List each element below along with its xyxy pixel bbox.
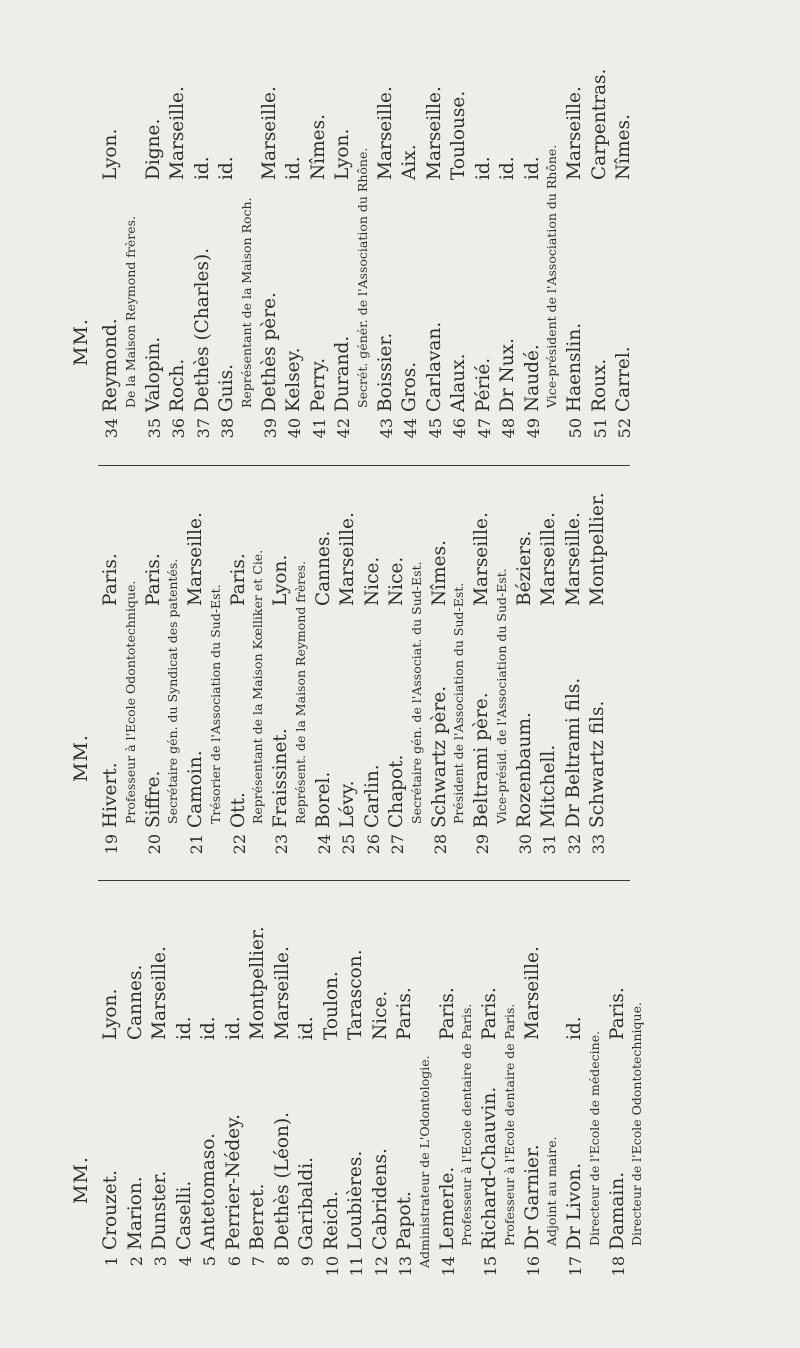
member-city: Paris. bbox=[479, 987, 500, 1040]
member-city: id. bbox=[191, 156, 213, 180]
member-name: Dr Livon. bbox=[564, 1162, 585, 1250]
member-title-note: Professeur à l'Ecole dentaire de Paris. bbox=[459, 1003, 474, 1246]
member-title-note: Professeur à l'Ecole dentaire de Paris. bbox=[501, 1003, 517, 1246]
member-city: Cannes. bbox=[124, 964, 146, 1040]
member-title-note: Trésorier de l'Association du Sud-Est. bbox=[207, 584, 223, 824]
column-1 bbox=[70, 895, 644, 1290]
member-name: Lemerle. bbox=[436, 1166, 458, 1250]
member-title-note: Représent. de la Maison Reymond frères. bbox=[292, 560, 308, 824]
list-entry bbox=[125, 895, 150, 1290]
list-entry bbox=[308, 52, 333, 452]
list-entry bbox=[497, 52, 522, 452]
entry-number: 4 bbox=[175, 1256, 195, 1267]
member-name: Naudé. bbox=[521, 344, 543, 412]
entry-number: 8 bbox=[273, 1256, 293, 1267]
member-title-note: Secrétaire gén. de l'Associat. du Sud-Est. bbox=[408, 561, 424, 824]
entry-number: 1 bbox=[102, 1256, 121, 1267]
member-city: id. bbox=[173, 1016, 195, 1040]
entry-number: 6 bbox=[224, 1256, 244, 1267]
entry-number: 24 bbox=[314, 834, 334, 855]
entry-number: 47 bbox=[474, 418, 494, 439]
entry-number: 44 bbox=[401, 418, 420, 439]
member-city: Paris. bbox=[100, 553, 121, 606]
member-city: Nice. bbox=[386, 556, 407, 606]
member-city: Carpentras. bbox=[588, 68, 610, 180]
member-city: Marseille. bbox=[538, 512, 559, 606]
member-city: Marseille. bbox=[149, 946, 170, 1040]
list-entry bbox=[479, 895, 522, 1290]
entry-number: 5 bbox=[200, 1256, 219, 1267]
list-entry bbox=[587, 478, 612, 868]
list-entry bbox=[149, 895, 174, 1290]
list-entry bbox=[429, 478, 472, 868]
entry-number: 33 bbox=[589, 834, 608, 855]
list-entry bbox=[143, 52, 168, 452]
entry-number: 32 bbox=[564, 834, 584, 855]
list-entry bbox=[167, 52, 192, 452]
member-name: Schwartz fils. bbox=[587, 700, 608, 828]
entry-number: 26 bbox=[363, 834, 383, 855]
entry-number: 41 bbox=[309, 418, 329, 439]
member-city: Nîmes. bbox=[428, 540, 450, 606]
entry-number: 29 bbox=[473, 834, 492, 855]
entry-number: 2 bbox=[126, 1256, 146, 1267]
list-entry bbox=[100, 478, 143, 868]
member-name: Boissier. bbox=[374, 332, 396, 412]
member-title-note: Vice-président de l'Association du Rhône. bbox=[544, 144, 559, 408]
member-name: Périé. bbox=[472, 357, 494, 412]
list-entry bbox=[448, 52, 473, 452]
member-title-note: Administrateur de L'Odontologie. bbox=[416, 1055, 432, 1268]
member-title-note: Vice-présid. de l'Association du Sud-Est. bbox=[493, 568, 509, 824]
column-3 bbox=[70, 52, 634, 452]
entry-number: 15 bbox=[481, 1256, 500, 1277]
member-city: Cannes. bbox=[312, 530, 334, 606]
member-name: Reymond. bbox=[100, 318, 121, 412]
list-entry bbox=[283, 52, 308, 452]
entry-number: 48 bbox=[499, 418, 518, 439]
list-entry bbox=[174, 895, 199, 1290]
list-entry bbox=[473, 52, 498, 452]
member-name: Durand. bbox=[332, 335, 353, 412]
entry-number: 34 bbox=[102, 418, 121, 439]
member-city: Marseille. bbox=[337, 512, 358, 606]
list-entry bbox=[613, 52, 638, 452]
member-city: Nîmes. bbox=[613, 114, 634, 180]
member-name: Valopin. bbox=[142, 336, 164, 412]
member-name: Berret. bbox=[247, 1183, 268, 1250]
entry-number: 10 bbox=[322, 1256, 342, 1277]
entry-number: 22 bbox=[229, 834, 249, 855]
member-city: id. bbox=[222, 1016, 244, 1040]
member-title-note: Secrét. génér. de l'Association du Rhône. bbox=[354, 147, 370, 408]
list-entry bbox=[345, 895, 370, 1290]
list-entry bbox=[437, 895, 480, 1290]
member-city: Lyon. bbox=[270, 554, 291, 606]
member-name: Mitchell. bbox=[538, 744, 559, 828]
list-entry bbox=[399, 52, 424, 452]
member-title-note: Adjoint au maire. bbox=[544, 1136, 559, 1246]
rotated-member-list bbox=[70, 50, 644, 1290]
member-name: Beltrami père. bbox=[471, 692, 492, 828]
entry-number: 37 bbox=[193, 418, 213, 439]
member-name: Lévy. bbox=[337, 780, 358, 828]
entry-number: 23 bbox=[272, 834, 291, 855]
member-name: Siffre. bbox=[142, 770, 164, 828]
member-city: Tarascon. bbox=[345, 949, 366, 1040]
member-name: Rozenbaum. bbox=[513, 712, 535, 828]
member-name: Guis. bbox=[216, 364, 237, 412]
entry-number: 20 bbox=[144, 834, 164, 855]
list-entry bbox=[522, 52, 565, 452]
entry-number: 11 bbox=[347, 1256, 366, 1277]
list-entry bbox=[564, 52, 589, 452]
member-city: Marseille. bbox=[258, 86, 280, 180]
member-name: Chapot. bbox=[386, 754, 407, 828]
list-entry bbox=[223, 895, 248, 1290]
entry-number: 18 bbox=[608, 1256, 628, 1277]
list-entry bbox=[272, 895, 297, 1290]
entry-number: 46 bbox=[450, 418, 469, 439]
entry-number: 42 bbox=[334, 418, 353, 439]
list-entry bbox=[564, 895, 607, 1290]
entry-number: 38 bbox=[218, 418, 237, 439]
member-name: Dethès père. bbox=[258, 292, 280, 412]
entry-number: 19 bbox=[102, 834, 121, 855]
member-name: Kelsey. bbox=[283, 347, 304, 412]
member-name: Perry. bbox=[307, 357, 329, 412]
list-entry bbox=[216, 52, 259, 452]
member-city: Marseille. bbox=[521, 946, 543, 1040]
member-city: Montpellier. bbox=[247, 926, 268, 1040]
entry-number: 9 bbox=[298, 1256, 317, 1267]
member-name: Papot. bbox=[394, 1191, 415, 1250]
member-city: Marseille. bbox=[564, 86, 585, 180]
member-name: Crouzet. bbox=[100, 1169, 121, 1250]
member-city: id. bbox=[564, 1016, 585, 1040]
list-entry bbox=[143, 478, 186, 868]
entry-number: 21 bbox=[187, 834, 206, 855]
member-name: Ott. bbox=[227, 792, 249, 828]
member-city: Marseille. bbox=[471, 512, 492, 606]
member-name: Hivert. bbox=[100, 762, 121, 828]
list-entry bbox=[375, 52, 400, 452]
entry-number: 17 bbox=[566, 1256, 585, 1277]
member-city: Toulon. bbox=[320, 971, 342, 1040]
member-city: Paris. bbox=[394, 987, 415, 1040]
member-title-note: Président de l'Association du Sud-Est. bbox=[451, 582, 466, 824]
entry-number: 43 bbox=[376, 418, 396, 439]
member-name: Marion. bbox=[124, 1176, 146, 1250]
member-name: Roch. bbox=[167, 358, 188, 412]
member-city: Marseille. bbox=[271, 946, 293, 1040]
entry-number: 31 bbox=[540, 834, 559, 855]
list-entry bbox=[321, 895, 346, 1290]
member-city: Nice. bbox=[361, 556, 383, 606]
list-entry bbox=[607, 895, 650, 1290]
member-city: Montpellier. bbox=[587, 492, 608, 606]
column-2 bbox=[70, 478, 630, 868]
list-entry bbox=[185, 478, 228, 868]
entry-number: 28 bbox=[430, 834, 450, 855]
member-city: Digne. bbox=[142, 118, 164, 180]
entry-number: 49 bbox=[523, 418, 543, 439]
member-title-note: Secrétaire gén. du Syndicat des patentés. bbox=[165, 558, 180, 824]
list-entry bbox=[100, 895, 125, 1290]
member-name: Dethès (Charles). bbox=[191, 247, 213, 412]
column-header: MM. bbox=[70, 1156, 92, 1204]
entry-number: 52 bbox=[615, 418, 634, 439]
member-city: id. bbox=[497, 156, 518, 180]
entry-number: 40 bbox=[285, 418, 304, 439]
member-name: Perrier-Nédey. bbox=[222, 1113, 244, 1250]
member-name: Schwartz père. bbox=[428, 685, 450, 828]
entry-number: 16 bbox=[523, 1256, 543, 1277]
entry-number: 25 bbox=[339, 834, 358, 855]
member-city: Lyon. bbox=[100, 128, 121, 180]
member-city: Lyon. bbox=[332, 128, 353, 180]
member-name: Carlin. bbox=[361, 764, 383, 828]
list-entry bbox=[370, 895, 395, 1290]
member-city: Paris. bbox=[227, 553, 249, 606]
member-name: Cabridens. bbox=[369, 1148, 391, 1250]
member-city: Paris. bbox=[436, 987, 458, 1040]
member-city: Marseille. bbox=[185, 512, 206, 606]
member-city: Aix. bbox=[399, 144, 420, 180]
member-city: Marseille. bbox=[423, 86, 445, 180]
entry-number: 36 bbox=[169, 418, 188, 439]
entry-number: 12 bbox=[371, 1256, 391, 1277]
member-name: Alaux. bbox=[448, 353, 469, 412]
member-city: Marseille. bbox=[167, 86, 188, 180]
member-name: Fraissinet. bbox=[270, 728, 291, 828]
list-entry bbox=[471, 478, 514, 868]
member-city: Toulouse. bbox=[448, 90, 469, 180]
member-city: Lyon. bbox=[100, 988, 121, 1040]
column-divider bbox=[98, 465, 630, 466]
list-entry bbox=[522, 895, 565, 1290]
list-entry bbox=[332, 52, 375, 452]
member-title-note: Directeur de l'Ecole de médecine. bbox=[586, 1030, 602, 1246]
member-title-note: Représentant de la Maison Kœlliker et Cie. bbox=[250, 549, 265, 824]
column-divider bbox=[98, 880, 630, 881]
list-entry bbox=[259, 52, 284, 452]
member-title-note: Professeur à l'Ecole Odontotechnique. bbox=[122, 580, 138, 824]
column-header: MM. bbox=[70, 734, 92, 782]
member-city: id. bbox=[521, 156, 543, 180]
member-name: Loubières. bbox=[345, 1150, 366, 1250]
list-entry bbox=[270, 478, 313, 868]
member-city: Marseille. bbox=[562, 512, 584, 606]
entry-number: 35 bbox=[144, 418, 164, 439]
member-name: Dr Nux. bbox=[497, 338, 518, 412]
entry-number: 3 bbox=[151, 1256, 170, 1267]
member-name: Dr Garnier. bbox=[521, 1144, 543, 1250]
member-title-note: Représentant de la Maison Roch. bbox=[238, 197, 254, 408]
list-entry bbox=[337, 478, 362, 868]
entry-number: 7 bbox=[249, 1256, 268, 1267]
member-city: Marseille. bbox=[374, 86, 396, 180]
member-name: Carrel. bbox=[613, 346, 634, 412]
member-name: Dethès (Léon). bbox=[271, 1111, 293, 1250]
entry-number: 51 bbox=[590, 418, 610, 439]
member-city: id. bbox=[296, 1016, 317, 1040]
member-city: id. bbox=[198, 1016, 219, 1040]
list-entry bbox=[538, 478, 563, 868]
member-city: Nîmes. bbox=[307, 114, 329, 180]
entry-number: 14 bbox=[438, 1256, 458, 1277]
list-entry bbox=[100, 52, 143, 452]
list-entry bbox=[247, 895, 272, 1290]
list-entry bbox=[589, 52, 614, 452]
entry-number: 39 bbox=[260, 418, 280, 439]
list-entry bbox=[296, 895, 321, 1290]
member-name: Caselli. bbox=[173, 1180, 195, 1250]
entry-number: 30 bbox=[515, 834, 535, 855]
member-name: Gros. bbox=[399, 361, 420, 412]
list-entry bbox=[192, 52, 217, 452]
member-name: Reich. bbox=[320, 1191, 342, 1250]
list-entry bbox=[386, 478, 429, 868]
member-city: id. bbox=[472, 156, 494, 180]
member-city: Paris. bbox=[606, 987, 628, 1040]
list-entry bbox=[394, 895, 437, 1290]
entry-number: 45 bbox=[425, 418, 445, 439]
list-entry bbox=[228, 478, 271, 868]
member-name: Haenslin. bbox=[564, 322, 585, 412]
list-entry bbox=[198, 895, 223, 1290]
member-city: Nice. bbox=[369, 990, 391, 1040]
member-name: Antetomaso. bbox=[198, 1133, 219, 1250]
member-city: id. bbox=[283, 156, 304, 180]
list-entry bbox=[563, 478, 588, 868]
member-name: Richard-Chauvin. bbox=[479, 1086, 500, 1250]
list-entry bbox=[362, 478, 387, 868]
member-name: Dunster. bbox=[149, 1170, 170, 1250]
member-title-note: De la Maison Reymond frères. bbox=[122, 215, 138, 408]
member-city: Béziers. bbox=[513, 530, 535, 606]
member-city: Paris. bbox=[142, 553, 164, 606]
member-name: Garibaldi. bbox=[296, 1157, 317, 1250]
member-name: Borel. bbox=[312, 771, 334, 828]
list-entry bbox=[514, 478, 539, 868]
member-name: Carlavan. bbox=[423, 321, 445, 412]
member-name: Camoin. bbox=[185, 750, 206, 828]
member-city: id. bbox=[216, 156, 237, 180]
member-name: Dr Beltrami fils. bbox=[562, 677, 584, 828]
entry-number: 27 bbox=[388, 834, 407, 855]
member-title-note: Directeur de l'Ecole Odontotechnique. bbox=[629, 1002, 644, 1246]
member-name: Damain. bbox=[606, 1171, 628, 1250]
entry-number: 13 bbox=[396, 1256, 415, 1277]
entry-number: 50 bbox=[566, 418, 585, 439]
column-header: MM. bbox=[70, 318, 92, 366]
list-entry bbox=[313, 478, 338, 868]
list-entry bbox=[424, 52, 449, 452]
member-name: Roux. bbox=[588, 358, 610, 412]
